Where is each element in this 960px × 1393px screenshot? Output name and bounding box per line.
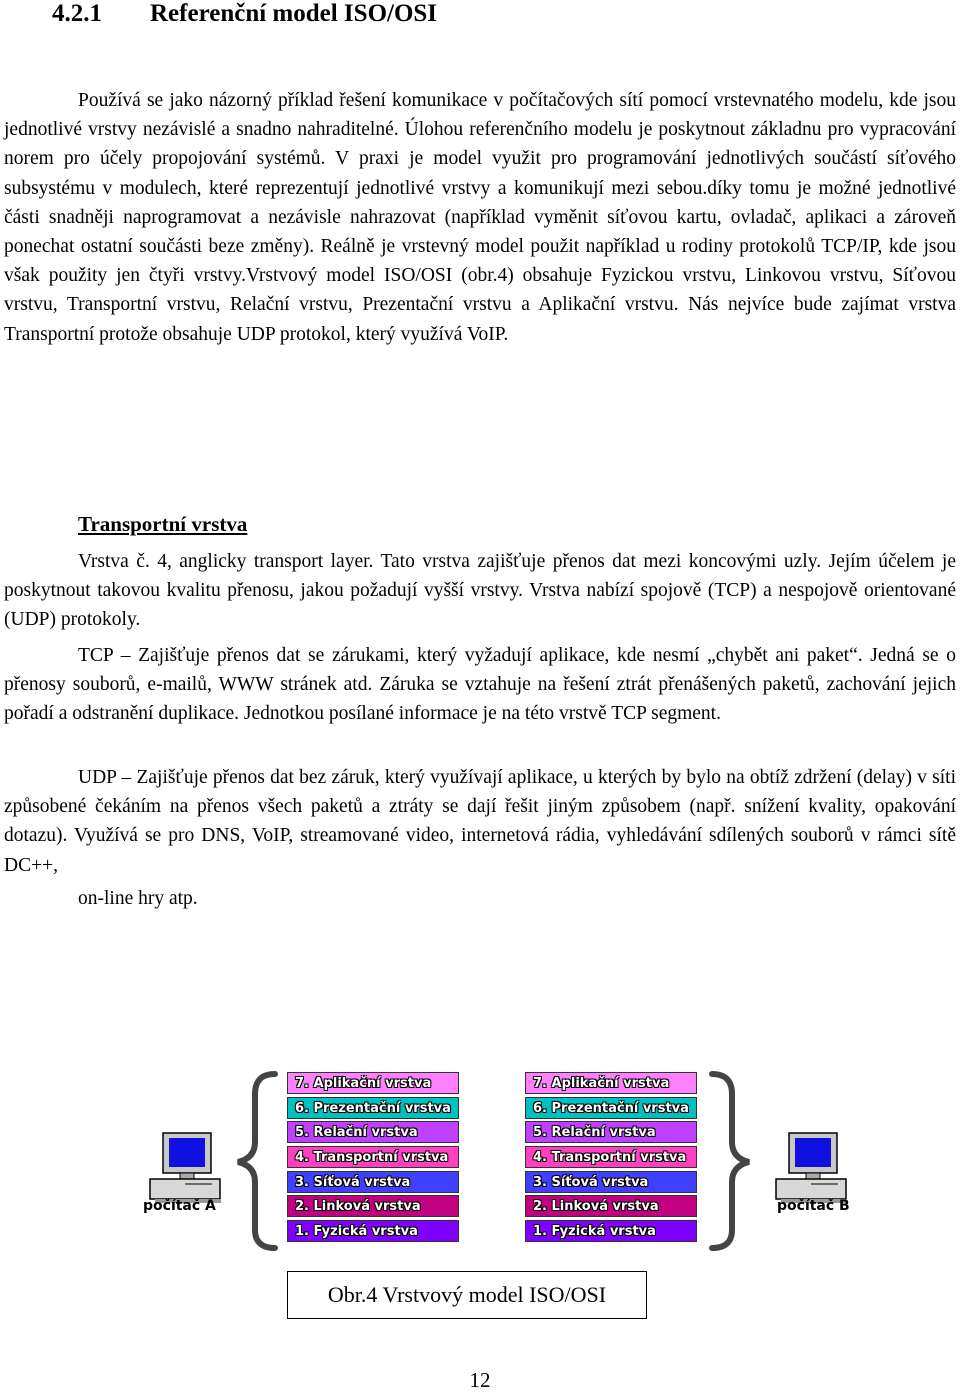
osi-layer: 7. Aplikační vrstva bbox=[525, 1072, 697, 1094]
osi-layer: 3. Síťová vrstva bbox=[525, 1171, 697, 1193]
osi-model-figure bbox=[0, 1060, 960, 1260]
figure-graphics bbox=[0, 1060, 960, 1260]
computer-a-icon bbox=[150, 1133, 221, 1203]
brace-left-icon bbox=[238, 1074, 275, 1248]
section-title: Referenční model ISO/OSI bbox=[150, 0, 438, 27]
osi-layer: 4. Transportní vrstva bbox=[525, 1146, 697, 1168]
transport-layer-paragraph: Vrstva č. 4, anglicky transport layer. Tato vrstva zajišťuje přenos dat mezi koncovými uzly. Jejím účelem je poskytnout takovou kvalitu přenosu, jakou požadují vyšší vrstvy. Vrstva nabízí spojově (TCP) a nespojově orientované (UDP) protokoly. bbox=[4, 551, 956, 631]
computer-b-label: počítač B bbox=[777, 1198, 850, 1214]
osi-layer: 1. Fyzická vrstva bbox=[287, 1220, 459, 1242]
figure-caption: Obr.4 Vrstvový model ISO/OSI bbox=[287, 1271, 647, 1319]
osi-layer: 5. Relační vrstva bbox=[287, 1121, 459, 1143]
transport-layer-subheading: Transportní vrstva bbox=[78, 512, 248, 536]
osi-layer: 3. Síťová vrstva bbox=[287, 1171, 459, 1193]
layer-stack-b bbox=[525, 1072, 697, 1245]
osi-layer: 6. Prezentační vrstva bbox=[525, 1097, 697, 1119]
udp-paragraph: UDP – Zajišťuje přenos dat bez záruk, který využívají aplikace, u kterých by bylo na obtíž zdržení (delay) v síti způsobené čekáním na přenos všech paketů a ztráty se dají řešit jiným způsobem (např. snížení kvality, opakování dotazu). Využívá se pro DNS, VoIP, streamované video, internetová rádia, vyhledávání sdílených souborů v rámci sítě DC++, bbox=[4, 767, 956, 876]
udp-paragraph-end: on-line hry atp. bbox=[78, 888, 198, 909]
computer-a-label: počítač A bbox=[143, 1198, 216, 1214]
computer-b-icon bbox=[776, 1133, 847, 1203]
layer-stack-a bbox=[287, 1072, 459, 1245]
tcp-paragraph: TCP – Zajišťuje přenos dat se zárukami, který vyžadují aplikace, kde nesmí „chybět ani paket“. Jedná se o přenosy souborů, e-mailů, WWW stránek atd. Záruka se vztahuje na řešení ztrát přenášených paketů, zachování jejich pořadí a odstranění duplikace. Jednotkou posílané informace je na této vrstvě TCP segment. bbox=[4, 645, 956, 725]
osi-layer: 2. Linková vrstva bbox=[287, 1195, 459, 1217]
page-number: 12 bbox=[469, 1368, 491, 1392]
section-heading bbox=[52, 0, 437, 28]
osi-layer: 6. Prezentační vrstva bbox=[287, 1097, 459, 1119]
intro-paragraph: Používá se jako názorný příklad řešení komunikace v počítačových sítí pomocí vrstevnatého modelu, kde jsou jednotlivé vrstvy nezávislé a snadno nahraditelné. Úlohou referenčního modelu je poskytnout základnu pro vypracování norem pro účely propojování systémů. V praxi je model využit pro programování jednotlivých součástí síťového subsystému v modulech, které reprezentují jednotlivé vrstvy a komunikují mezi sebou.díky tomu je možné jednotlivé části snadněji naprogramovat a nezávisle nahrazovat (například vyměnit síťovou kartu, ovladač, aplikaci a zároveň ponechat ostatní součásti beze změny). Reálně je vrstevný model použit například u rodiny protokolů TCP/IP, kde jsou však použity jen čtyři vrstvy.Vrstvový model ISO/OSI (obr.4) obsahuje Fyzickou vrstvu, Linkovou vrstvu, Síťovou vrstvu, Transportní vrstvu, Relační vrstvu, Prezentační vrstvu a Aplikační vrstvu. Nás nejvíce bude zajímat vrstva Transportní protože obsahuje UDP protokol, který využívá VoIP. bbox=[4, 90, 956, 345]
osi-layer: 1. Fyzická vrstva bbox=[525, 1220, 697, 1242]
brace-right-icon bbox=[712, 1074, 749, 1248]
osi-layer: 2. Linková vrstva bbox=[525, 1195, 697, 1217]
osi-layer: 5. Relační vrstva bbox=[525, 1121, 697, 1143]
osi-layer: 4. Transportní vrstva bbox=[287, 1146, 459, 1168]
section-number: 4.2.1 bbox=[52, 0, 102, 27]
osi-layer: 7. Aplikační vrstva bbox=[287, 1072, 459, 1094]
